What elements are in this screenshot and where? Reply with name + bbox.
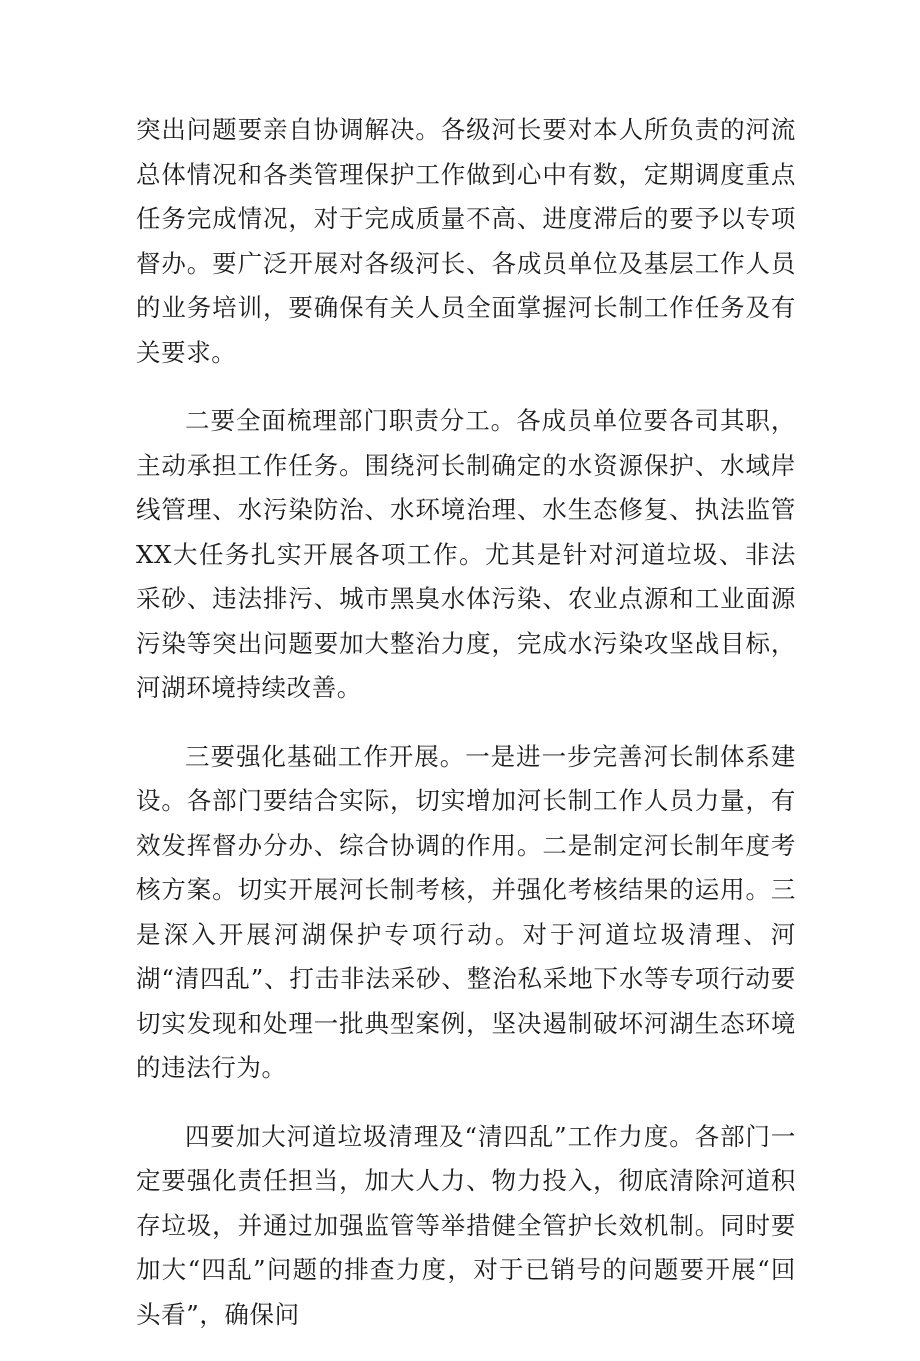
paragraph-section-two: 二要全面梳理部门职责分工。各成员单位要各司其职，主动承担工作任务。围绕河长制确定的水资源保护、水域岸线管理、水污染防治、水环境治理、水生态修复、执法监管XX大任务扎实开展各项工作。尤其是针对河道垃圾、非法采砂、违法排污、城市黑臭水体污染、农业点源和工业面源污染等突出问题要加大整治力度，完成水污染攻坚战目标，河湖环境持续改善。 (136, 406, 796, 702)
paragraph-section-four: 四要加大河道垃圾清理及“清四乱”工作力度。各部门一定要强化责任担当，加大人力、物力投入，彻底清除河道积存垃圾，并通过加强监管等举措健全管护长效机制。同时要加大“四乱”问题的排查力度，对于已销号的问题要开展“回头看”，确保问 (136, 1121, 796, 1329)
document-body (136, 108, 796, 1361)
paragraph-section-three: 三要强化基础工作开展。一是进一步完善河长制体系建设。各部门要结合实际，切实增加河长制工作人员力量，有效发挥督办分办、综合协调的作用。二是制定河长制年度考核方案。切实开展河长制考核，并强化考核结果的运用。三是深入开展河湖保护专项行动。对于河道垃圾清理、河湖“清四乱”、打击非法采砂、整治私采地下水等专项行动要切实发现和处理一批典型案例，坚决遏制破坏河湖生态环境的违法行为。 (136, 741, 796, 1082)
paragraph-continuation: 突出问题要亲自协调解决。各级河长要对本人所负责的河流总体情况和各类管理保护工作做到心中有数，定期调度重点任务完成情况，对于完成质量不高、进度滞后的要予以专项督办。要广泛开展对各级河长、各成员单位及基层工作人员的业务培训，要确保有关人员全面掌握河长制工作任务及有关要求。 (136, 115, 796, 367)
